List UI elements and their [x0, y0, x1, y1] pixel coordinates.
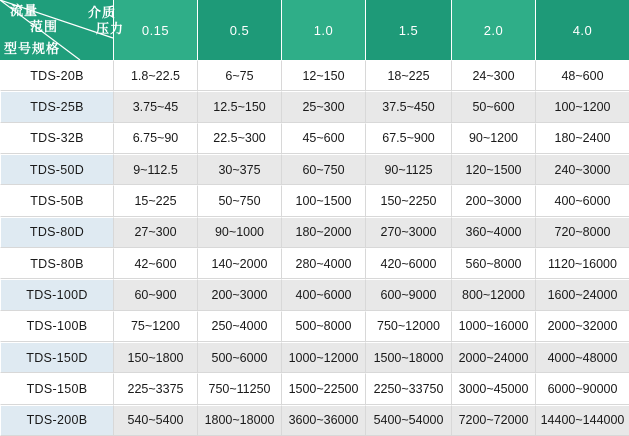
flow-range-cell: 2000~32000: [535, 311, 629, 342]
flow-range-cell: 12~150: [281, 60, 365, 91]
corner-header-cell: [0, 0, 125, 60]
flow-range-cell: 75~1200: [113, 311, 197, 342]
table-row: [0, 405, 629, 436]
table-row: [0, 123, 629, 154]
flow-range-cell: 15~225: [113, 185, 197, 216]
flow-range-cell: 270~3000: [365, 217, 451, 248]
model-cell: TDS-25B: [0, 91, 113, 122]
corner-label-flow: 流量: [10, 3, 39, 18]
flow-range-cell: 4000~48000: [535, 342, 629, 373]
flow-range-cell: 22.5~300: [197, 123, 281, 154]
flow-range-cell: 1120~16000: [535, 248, 629, 279]
flow-range-cell: 420~6000: [365, 248, 451, 279]
flow-range-cell: 2000~24000: [451, 342, 535, 373]
flow-range-cell: 540~5400: [113, 405, 197, 436]
pressure-header-cell: 0.5: [197, 0, 281, 60]
flow-range-cell: 1.8~22.5: [113, 60, 197, 91]
flow-range-cell: 45~600: [281, 123, 365, 154]
flow-range-cell: 500~8000: [281, 311, 365, 342]
flow-range-cell: 24~300: [451, 60, 535, 91]
table-row: [0, 311, 629, 342]
flow-range-cell: 120~1500: [451, 154, 535, 185]
flow-range-cell: 3000~45000: [451, 373, 535, 404]
flow-range-cell: 150~1800: [113, 342, 197, 373]
flow-range-cell: 500~6000: [197, 342, 281, 373]
model-cell: TDS-150B: [0, 373, 113, 404]
table-row: [0, 373, 629, 404]
flow-range-cell: 67.5~900: [365, 123, 451, 154]
flow-range-cell: 90~1200: [451, 123, 535, 154]
flow-range-cell: 1000~16000: [451, 311, 535, 342]
model-cell: TDS-80B: [0, 248, 113, 279]
flow-range-cell: 1500~18000: [365, 342, 451, 373]
flow-range-cell: 200~3000: [451, 185, 535, 216]
flow-range-cell: 560~8000: [451, 248, 535, 279]
flow-range-cell: 100~1500: [281, 185, 365, 216]
flow-range-cell: 225~3375: [113, 373, 197, 404]
corner-label-medium: 介质: [88, 5, 117, 20]
flow-range-cell: 50~750: [197, 185, 281, 216]
flow-range-cell: 750~12000: [365, 311, 451, 342]
model-cell: TDS-50D: [0, 154, 113, 185]
flow-range-cell: 140~2000: [197, 248, 281, 279]
model-cell: TDS-100D: [0, 279, 113, 310]
flow-range-cell: 3.75~45: [113, 91, 197, 122]
model-cell: TDS-80D: [0, 217, 113, 248]
flow-range-cell: 180~2400: [535, 123, 629, 154]
flow-range-cell: 50~600: [451, 91, 535, 122]
table-row: [0, 185, 629, 216]
flow-range-cell: 280~4000: [281, 248, 365, 279]
model-cell: TDS-200B: [0, 405, 113, 436]
table-row: [0, 248, 629, 279]
flow-range-cell: 6000~90000: [535, 373, 629, 404]
flow-range-cell: 90~1000: [197, 217, 281, 248]
flow-range-cell: 240~3000: [535, 154, 629, 185]
pressure-header-cell: 0.15: [113, 0, 197, 60]
flow-range-cell: 720~8000: [535, 217, 629, 248]
pressure-header-cell: 2.0: [451, 0, 535, 60]
pressure-header-cell: 1.5: [365, 0, 451, 60]
flow-range-cell: 12.5~150: [197, 91, 281, 122]
model-cell: TDS-100B: [0, 311, 113, 342]
flow-range-cell: 5400~54000: [365, 405, 451, 436]
corner-label-model: 型号规格: [4, 41, 61, 56]
flow-range-cell: 400~6000: [535, 185, 629, 216]
table-row: [0, 342, 629, 373]
flow-range-cell: 1000~12000: [281, 342, 365, 373]
flow-range-cell: 150~2250: [365, 185, 451, 216]
table-header: [0, 0, 629, 60]
flow-range-cell: 400~6000: [281, 279, 365, 310]
flow-range-cell: 200~3000: [197, 279, 281, 310]
model-cell: TDS-50B: [0, 185, 113, 216]
flow-range-cell: 60~750: [281, 154, 365, 185]
flow-range-cell: 37.5~450: [365, 91, 451, 122]
corner-label-range: 范围: [30, 19, 59, 34]
flow-range-cell: 360~4000: [451, 217, 535, 248]
flow-range-cell: 60~900: [113, 279, 197, 310]
flow-range-cell: 6.75~90: [113, 123, 197, 154]
model-cell: TDS-20B: [0, 60, 113, 91]
table-row: [0, 91, 629, 122]
table-body: [0, 60, 629, 436]
flow-range-cell: 600~9000: [365, 279, 451, 310]
flow-range-cell: 18~225: [365, 60, 451, 91]
flow-range-cell: 6~75: [197, 60, 281, 91]
flow-range-cell: 9~112.5: [113, 154, 197, 185]
flow-range-cell: 800~12000: [451, 279, 535, 310]
flow-range-cell: 25~300: [281, 91, 365, 122]
flow-range-cell: 42~600: [113, 248, 197, 279]
model-cell: TDS-150D: [0, 342, 113, 373]
flow-range-cell: 100~1200: [535, 91, 629, 122]
table-row: [0, 154, 629, 185]
pressure-header-cell: 1.0: [281, 0, 365, 60]
flow-range-cell: 48~600: [535, 60, 629, 91]
table-row: [0, 60, 629, 91]
table-row: [0, 217, 629, 248]
flow-range-cell: 1800~18000: [197, 405, 281, 436]
corner-label-pressure: 压力: [96, 21, 125, 36]
flow-range-cell: 250~4000: [197, 311, 281, 342]
flow-range-cell: 2250~33750: [365, 373, 451, 404]
header-row: [0, 0, 629, 60]
flow-range-cell: 750~11250: [197, 373, 281, 404]
flow-range-cell: 1500~22500: [281, 373, 365, 404]
flow-range-cell: 180~2000: [281, 217, 365, 248]
flow-range-cell: 3600~36000: [281, 405, 365, 436]
table-row: [0, 279, 629, 310]
flow-range-cell: 30~375: [197, 154, 281, 185]
model-cell: TDS-32B: [0, 123, 113, 154]
flow-range-cell: 14400~144000: [535, 405, 629, 436]
flow-range-cell: 7200~72000: [451, 405, 535, 436]
pressure-header-cell: 4.0: [535, 0, 629, 60]
flow-range-cell: 1600~24000: [535, 279, 629, 310]
flow-range-cell: 90~1125: [365, 154, 451, 185]
flow-range-cell: 27~300: [113, 217, 197, 248]
